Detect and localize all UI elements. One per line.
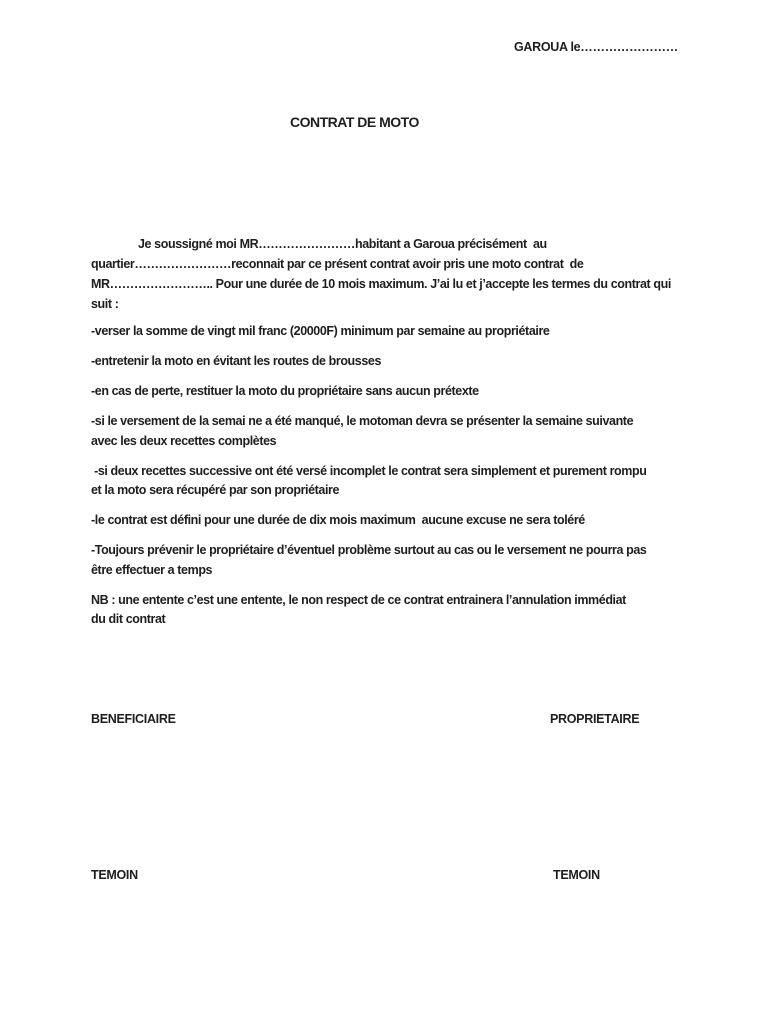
clause-line: -si le versement de la semai ne a été manqué, le motoman devra se présenter la semaine suivante: [91, 414, 634, 428]
clause-line: -verser la somme de vingt mil franc (20000F) minimum par semaine au propriétaire: [91, 324, 550, 338]
clause-perte: [91, 382, 711, 402]
clause-line: -en cas de perte, restituer la moto du propriétaire sans aucun prétexte: [91, 384, 479, 398]
dateline: GAROUA le……………………: [514, 40, 678, 54]
clause-line: -si deux recettes successive ont été versé incomplet le contrat sera simplement et purement rompu: [91, 463, 647, 478]
clause-prevenir: [91, 541, 711, 580]
intro-line: suit :: [91, 297, 119, 311]
clause-recettes-incomplet: [91, 462, 711, 501]
temoin-left-label: TEMOIN: [91, 868, 138, 882]
page-title: CONTRAT DE MOTO: [290, 114, 419, 130]
clause-entretenir: [91, 352, 711, 372]
proprietaire-label: PROPRIETAIRE: [550, 712, 640, 726]
intro-line: Je soussigné moi MR……………………habitant a Garoua précisément au: [138, 237, 547, 251]
clause-line: être effectuer a temps: [91, 562, 213, 577]
clause-nb: [91, 591, 711, 630]
beneficiaire-label: BENEFICIAIRE: [91, 712, 176, 726]
clause-verser: [91, 322, 711, 342]
clause-line: avec les deux recettes complètes: [91, 433, 277, 448]
clause-list: [91, 322, 711, 640]
intro-paragraph: [91, 234, 691, 314]
clause-line: du dit contrat: [91, 612, 166, 626]
temoin-right-label: TEMOIN: [553, 868, 600, 882]
signature-row-parties: [0, 712, 768, 768]
clause-line: -le contrat est défini pour une durée de dix mois maximum aucune excuse ne sera toléré: [91, 513, 585, 527]
intro-line: quartier……………………reconnait par ce présent contrat avoir pris une moto contrat de: [91, 257, 584, 271]
clause-line: NB : une entente c’est une entente, le non respect de ce contrat entrainera l’annulation immédiat: [91, 592, 626, 607]
signature-row-temoins: [0, 868, 768, 924]
clause-line: -Toujours prévenir le propriétaire d’éventuel problème surtout au cas ou le versement ne pourra pas: [91, 543, 647, 557]
clause-line: et la moto sera récupéré par son propriétaire: [91, 483, 340, 497]
clause-versement-manque: [91, 412, 711, 451]
clause-line: -entretenir la moto en évitant les routes de brousses: [91, 354, 381, 368]
clause-duree: [91, 511, 711, 531]
intro-line: MR…………………….. Pour une durée de 10 mois maximum. J’ai lu et j’accepte les termes du contrat qui: [91, 277, 671, 291]
